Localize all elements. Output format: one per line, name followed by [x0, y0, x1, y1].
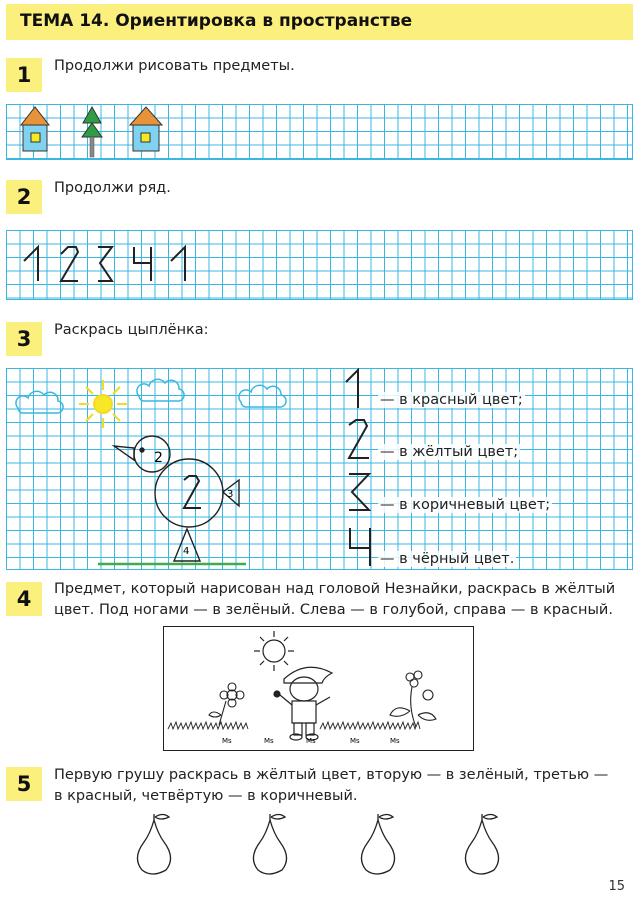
sun-icon [254, 631, 294, 671]
task-1-text: Продолжи рисовать предметы. [54, 58, 295, 74]
topic-header [6, 4, 633, 40]
task-1-grid[interactable] [6, 104, 633, 160]
sun-icon [79, 380, 127, 428]
legend-digit-4 [350, 528, 370, 566]
task-3-grid[interactable] [6, 368, 633, 570]
row-digit-1 [171, 247, 185, 281]
task-3-number: 3 [6, 322, 42, 356]
task-4-text-line2: цвет. Под ногами — в зелёный. Слева — в голубой, справа — в красный. [54, 602, 613, 618]
task-3-drawing [6, 368, 633, 570]
task-5-number: 5 [6, 767, 42, 801]
task-2-text: Продолжи ряд. [54, 180, 171, 196]
pear-4[interactable] [465, 814, 498, 874]
house-icon [21, 107, 49, 151]
row-digit-4 [134, 247, 151, 281]
cloud-icon [137, 379, 184, 401]
legend-digit-2 [349, 420, 369, 458]
page-number: 15 [608, 879, 625, 894]
task-2-drawing [6, 230, 633, 300]
task-1-number: 1 [6, 58, 42, 92]
grass-label: Ms [306, 737, 316, 745]
legend-red: — в красный цвет; [380, 392, 523, 408]
chick-drawing [114, 436, 239, 561]
task-2-grid[interactable] [6, 230, 633, 300]
task-5-text-line1: Первую грушу раскрась в жёлтый цвет, вторую — в зелёный, третью — [54, 767, 609, 783]
neznayka-figure [274, 667, 332, 740]
legend-yellow: — в жёлтый цвет; [380, 444, 519, 460]
grass-label: Ms [222, 737, 232, 745]
tree-icon [82, 107, 102, 157]
row-digit-1 [24, 247, 38, 281]
task-4-number: 4 [6, 582, 42, 616]
neznayka-drawing [164, 627, 472, 749]
chick-legs-label: 4 [183, 546, 190, 557]
task-5-text-line2: в красный, четвёртую — в коричневый. [54, 788, 358, 804]
pear-3[interactable] [361, 814, 394, 874]
pear-1[interactable] [137, 814, 170, 874]
legend-brown: — в коричневый цвет; [380, 497, 551, 513]
pear-2[interactable] [253, 814, 286, 874]
flower-icon [209, 683, 244, 725]
legend-digit-1 [346, 370, 358, 408]
grass-label: Ms [264, 737, 274, 745]
flower-icon [390, 671, 436, 727]
chick-head-label: 2 [154, 450, 163, 466]
task-4-text-line1: Предмет, который нарисован над головой Незнайки, раскрась в жёлтый [54, 581, 616, 597]
task-2-number: 2 [6, 180, 42, 214]
cloud-icon [16, 391, 63, 413]
cloud-icon [239, 385, 286, 407]
topic-title: ТЕМА 14. Ориентировка в пространстве [20, 11, 413, 31]
legend-digit-3 [349, 474, 369, 510]
grass-label: Ms [390, 737, 400, 745]
neznayka-picture[interactable] [163, 626, 474, 751]
row-digit-3 [98, 247, 112, 281]
row-digit-2 [61, 247, 78, 281]
task-3-text: Раскрась цыплёнка: [54, 322, 209, 338]
chick-body-digit [184, 476, 201, 508]
chick-tail-label: 3 [227, 489, 234, 500]
house-icon [130, 107, 162, 151]
task-1-drawing [6, 104, 633, 160]
legend-black: — в чёрный цвет. [380, 551, 515, 567]
pears-row [120, 812, 520, 878]
grass-label: Ms [350, 737, 360, 745]
